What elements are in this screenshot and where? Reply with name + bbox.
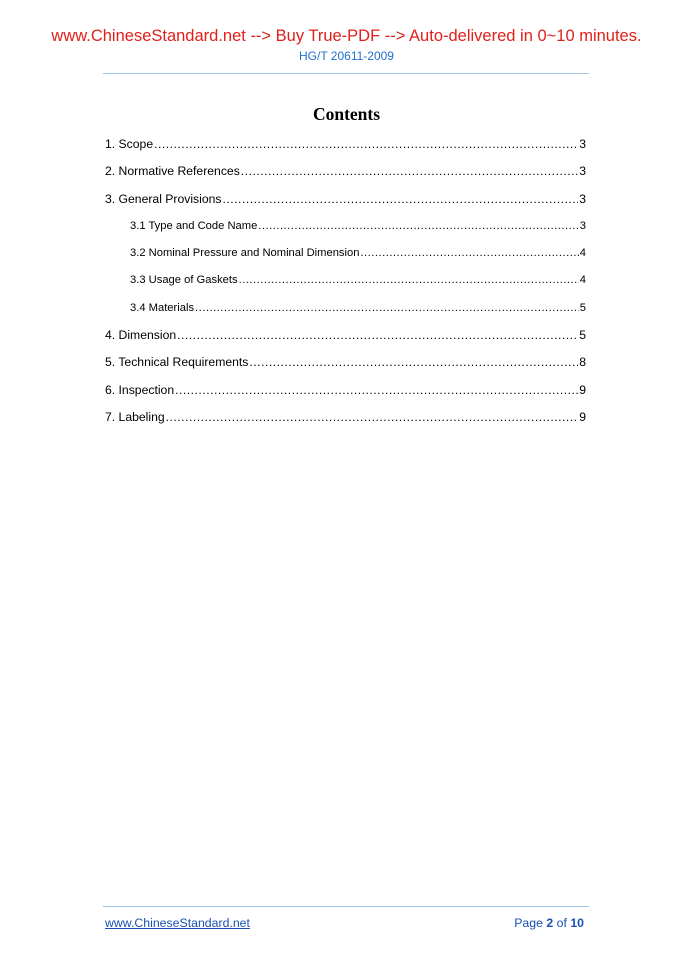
table-of-contents: [105, 136, 586, 436]
toc-entry-nominal-pressure[interactable]: [105, 245, 586, 272]
toc-leader-dots: [166, 409, 579, 425]
toc-leader-dots: [241, 163, 578, 179]
toc-leader-dots: [177, 327, 578, 343]
contents-title: Contents: [312, 104, 381, 124]
toc-entry-usage-of-gaskets[interactable]: [105, 272, 586, 299]
page-of: of: [553, 916, 571, 930]
toc-entry-label: 4. Dimension: [105, 328, 177, 343]
toc-entry-page: 5: [579, 301, 586, 314]
toc-leader-dots: [258, 218, 578, 234]
toc-leader-dots: [223, 191, 579, 207]
toc-entry-scope[interactable]: [105, 136, 586, 163]
toc-entry-page: 8: [579, 355, 586, 370]
toc-entry-normative-references[interactable]: [105, 163, 586, 190]
footer-divider: [103, 906, 589, 907]
page-indicator: [514, 916, 584, 930]
toc-leader-dots: [175, 382, 578, 398]
toc-entry-page: 9: [579, 409, 586, 424]
toc-entry-page: 4: [579, 247, 586, 260]
toc-entry-page: 3: [579, 219, 586, 232]
toc-entry-label: 3. General Provisions: [105, 191, 222, 206]
toc-entry-page: 4: [579, 274, 586, 287]
toc-entry-label: 5. Technical Requirements: [105, 355, 249, 370]
toc-entry-page: 3: [579, 137, 586, 151]
toc-entry-materials[interactable]: [105, 300, 586, 327]
toc-entry-page: 3: [579, 191, 586, 206]
toc-entry-page: 3: [579, 164, 586, 179]
toc-entry-technical-requirements[interactable]: [105, 354, 586, 381]
toc-entry-label: 3.3 Usage of Gaskets: [130, 274, 238, 287]
toc-entry-label: 7. Labeling: [105, 409, 165, 424]
toc-entry-inspection[interactable]: [105, 382, 586, 409]
toc-leader-dots: [154, 136, 578, 152]
toc-entry-label: 1. Scope: [105, 137, 154, 151]
toc-leader-dots: [239, 272, 579, 288]
toc-entry-label: 3.2 Nominal Pressure and Nominal Dimension: [130, 247, 360, 260]
toc-entry-labeling[interactable]: [105, 409, 586, 436]
toc-entry-label: 3.4 Materials: [130, 301, 195, 314]
toc-leader-dots: [249, 354, 578, 370]
page-current: 2: [546, 916, 554, 930]
footer-website-link[interactable]: www.ChineseStandard.net: [105, 916, 250, 930]
page-total: 10: [570, 916, 584, 930]
toc-entry-dimension[interactable]: [105, 327, 586, 354]
document-code: HG/T 20611-2009: [299, 49, 394, 63]
header-divider: [103, 73, 589, 74]
page-prefix: Page: [514, 916, 547, 930]
toc-leader-dots: [360, 245, 578, 261]
toc-entry-label: 2. Normative References: [105, 164, 240, 179]
promo-banner[interactable]: www.ChineseStandard.net --> Buy True-PDF --> Auto-delivered in 0~10 minutes.: [51, 27, 642, 45]
toc-entry-label: 3.1 Type and Code Name: [130, 219, 258, 232]
toc-leader-dots: [195, 300, 579, 316]
toc-entry-page: 5: [579, 328, 586, 343]
toc-entry-page: 9: [579, 382, 586, 397]
toc-entry-label: 6. Inspection: [105, 382, 175, 397]
toc-entry-general-provisions[interactable]: [105, 191, 586, 218]
toc-entry-type-and-code-name[interactable]: [105, 218, 586, 245]
